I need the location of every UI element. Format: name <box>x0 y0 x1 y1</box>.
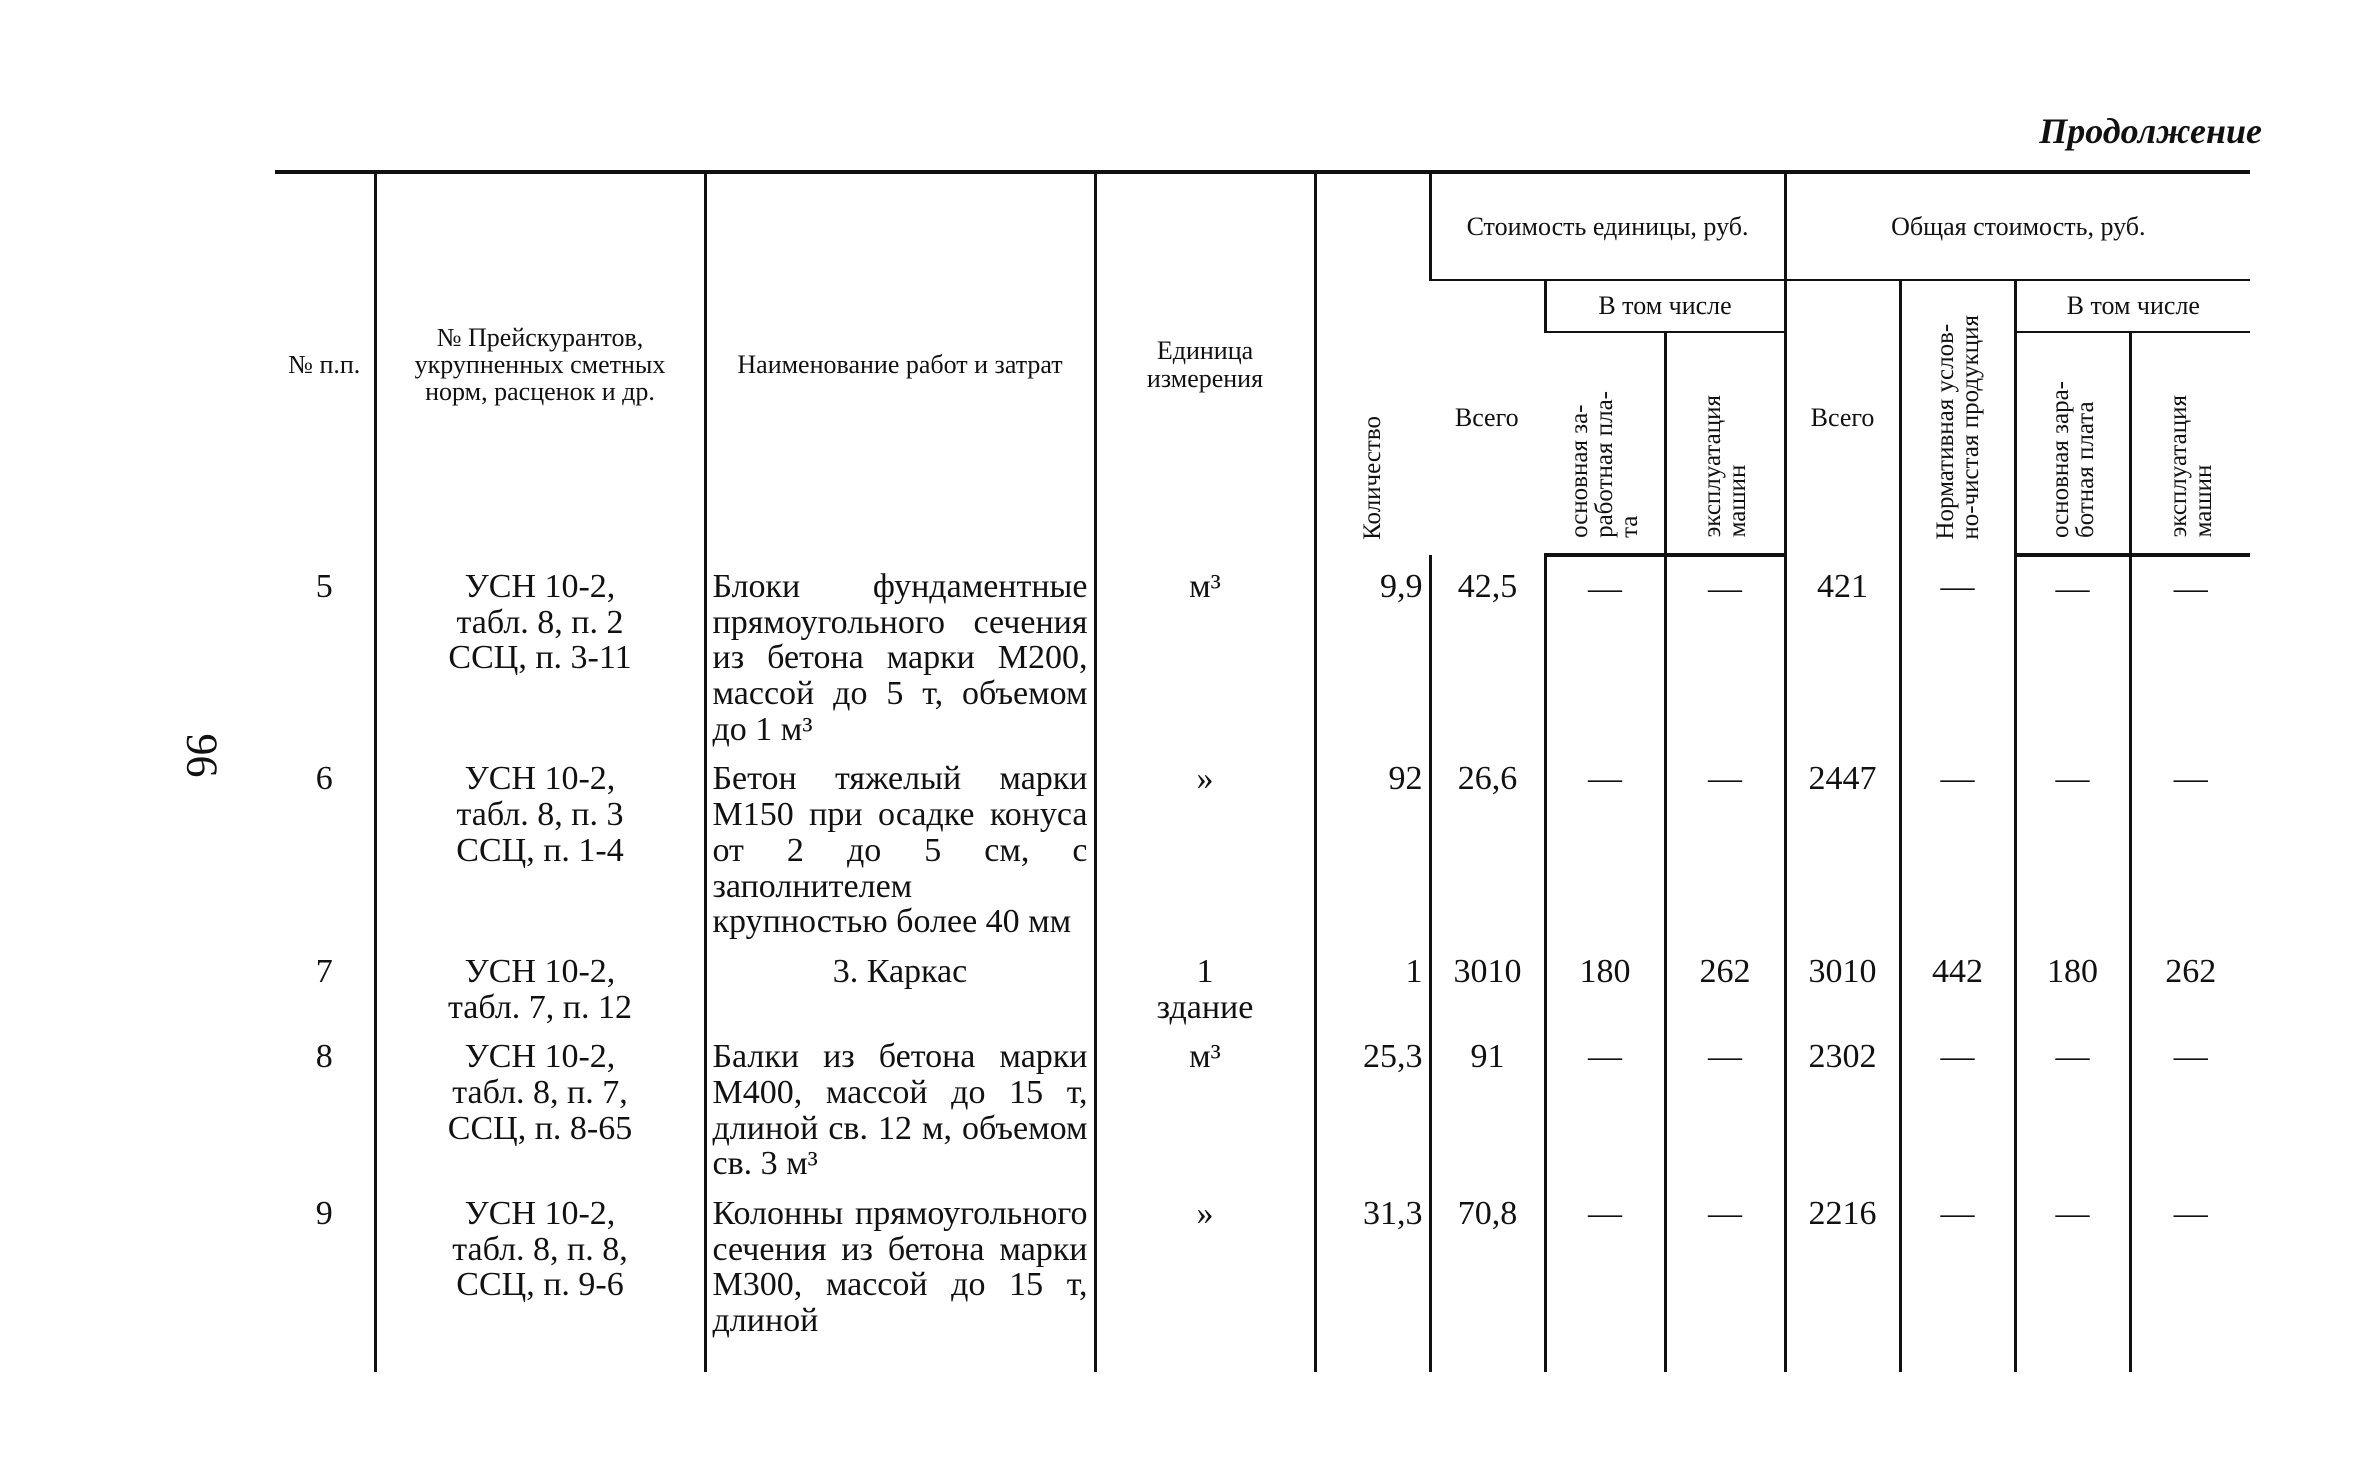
row-unit-total: 3010 <box>1430 940 1545 1025</box>
row-num: 9 <box>315 1195 333 1232</box>
row-qty: 9,9 <box>1315 555 1430 747</box>
header-unit-pay: основная за- работная пла- та <box>1565 390 1643 538</box>
row-total: 2216 <box>1785 1182 1900 1372</box>
row-num: 5 <box>315 568 333 605</box>
row-total: 3010 <box>1785 940 1900 1025</box>
row-normative: — <box>1900 1182 2015 1372</box>
header-total-total: Всего <box>1785 280 1900 555</box>
row-name: Блоки фундаментные прямоугольного сечения из бетона марки М200, массой до 5 т, объемом до 1 м³ <box>705 555 1095 747</box>
row-unit-mach: — <box>1665 747 1785 939</box>
row-num: 7 <box>315 952 333 990</box>
page-number: 96 <box>177 733 227 778</box>
row-unit-pay: — <box>1545 1182 1665 1372</box>
table-row <box>275 940 2250 1025</box>
row-total: 2302 <box>1785 1025 1900 1182</box>
row-qty: 92 <box>1315 747 1430 939</box>
row-total-pay: — <box>2015 747 2130 939</box>
row-unit-pay: 180 <box>1545 940 1665 1025</box>
header-name: Наименование работ и затрат <box>705 172 1095 555</box>
row-unit: » <box>1095 747 1315 939</box>
row-unit-total: 26,6 <box>1430 747 1545 939</box>
row-unit-mach: — <box>1665 1182 1785 1372</box>
row-total: 421 <box>1785 555 1900 747</box>
table-row <box>275 555 2250 747</box>
table-row <box>275 1182 2250 1372</box>
row-name: Бетон тяжелый марки М150 при осадке конуса от 2 до 5 см, с заполнителем крупностью более 40 мм <box>705 747 1095 939</box>
row-ref: УСН 10-2, табл. 8, п. 3 ССЦ, п. 1-4 <box>375 747 705 939</box>
row-total: 2447 <box>1785 747 1900 939</box>
row-total-pay: — <box>2015 1182 2130 1372</box>
row-unit-total: 70,8 <box>1430 1182 1545 1372</box>
row-qty: 1 <box>1315 940 1430 1025</box>
row-name: Колонны прямоугольного сечения из бетона марки М300, массой до 15 т, длиной <box>705 1182 1095 1372</box>
header-total-pay-cell <box>2015 332 2130 555</box>
header-ref: № Прейскурантов, укрупненных сметных норм, расценок и др. <box>375 172 705 555</box>
header-total-mach-cell <box>2130 332 2250 555</box>
row-unit-mach: — <box>1665 555 1785 747</box>
row-normative: — <box>1900 555 2015 747</box>
row-unit-total: 42,5 <box>1430 555 1545 747</box>
row-total-mach: — <box>2130 1025 2250 1182</box>
header-unit-cost: Стоимость единицы, руб. <box>1430 172 1785 280</box>
row-name: 3. Каркас <box>705 940 1095 1025</box>
row-unit: 1 здание <box>1095 940 1315 1025</box>
row-total-mach: — <box>2130 1182 2250 1372</box>
row-name: Балки из бетона марки М400, массой до 15 т, длиной св. 12 м, объемом св. 3 м³ <box>705 1025 1095 1182</box>
header-unit: Единица измерения <box>1095 172 1315 555</box>
row-ref: УСН 10-2, табл. 8, п. 2 ССЦ, п. 3-11 <box>375 555 705 747</box>
header-unit-mach-cell <box>1665 332 1785 555</box>
row-total-mach: — <box>2130 747 2250 939</box>
header-unit-mach: эксплуатация машин <box>1699 395 1752 538</box>
row-total-mach: — <box>2130 555 2250 747</box>
row-normative: — <box>1900 1025 2015 1182</box>
row-total-pay: 180 <box>2015 940 2130 1025</box>
continuation-label: Продолжение <box>2039 111 2262 151</box>
header-unit-pay-cell <box>1545 332 1665 555</box>
row-unit: м³ <box>1095 1025 1315 1182</box>
row-normative: — <box>1900 747 2015 939</box>
row-unit-mach: — <box>1665 1025 1785 1182</box>
row-total-pay: — <box>2015 555 2130 747</box>
row-unit-mach: 262 <box>1665 940 1785 1025</box>
row-ref: УСН 10-2, табл. 8, п. 7, ССЦ, п. 8-65 <box>375 1025 705 1182</box>
row-total-mach: 262 <box>2130 940 2250 1025</box>
table-row <box>275 1025 2250 1182</box>
row-qty: 25,3 <box>1315 1025 1430 1182</box>
row-num: 8 <box>315 1038 333 1076</box>
row-ref: УСН 10-2, табл. 8, п. 8, ССЦ, п. 9-6 <box>375 1182 705 1372</box>
header-total-cost: Общая стоимость, руб. <box>1785 172 2250 280</box>
header-total-incl: В том числе <box>2015 280 2250 332</box>
row-num: 6 <box>315 760 333 798</box>
header-normative-cell <box>1900 280 2015 555</box>
estimate-table <box>275 170 2250 1372</box>
row-unit-pay: — <box>1545 1025 1665 1182</box>
header-qty: Количество <box>1359 415 1386 540</box>
header-unit-total: Всего <box>1454 403 1519 433</box>
header-unit-incl: В том числе <box>1545 280 1785 332</box>
table-row <box>275 747 2250 939</box>
header-total-mach: эксплуатация машин <box>2164 395 2217 538</box>
row-unit: » <box>1095 1182 1315 1372</box>
row-unit: м³ <box>1095 555 1315 747</box>
row-ref: УСН 10-2, табл. 7, п. 12 <box>375 940 705 1025</box>
header-normative: Нормативная услов- но-чистая продукция <box>1931 315 1984 540</box>
row-unit-pay: — <box>1545 747 1665 939</box>
row-unit-pay: — <box>1545 555 1665 747</box>
header-qty-cell <box>1315 172 1430 555</box>
row-qty: 31,3 <box>1315 1182 1430 1372</box>
row-unit-total: 91 <box>1430 1025 1545 1182</box>
row-normative: 442 <box>1900 940 2015 1025</box>
header-num: № п.п. <box>275 172 375 555</box>
header-total-pay: основная зара- ботная плата <box>2046 380 2099 538</box>
row-total-pay: — <box>2015 1025 2130 1182</box>
